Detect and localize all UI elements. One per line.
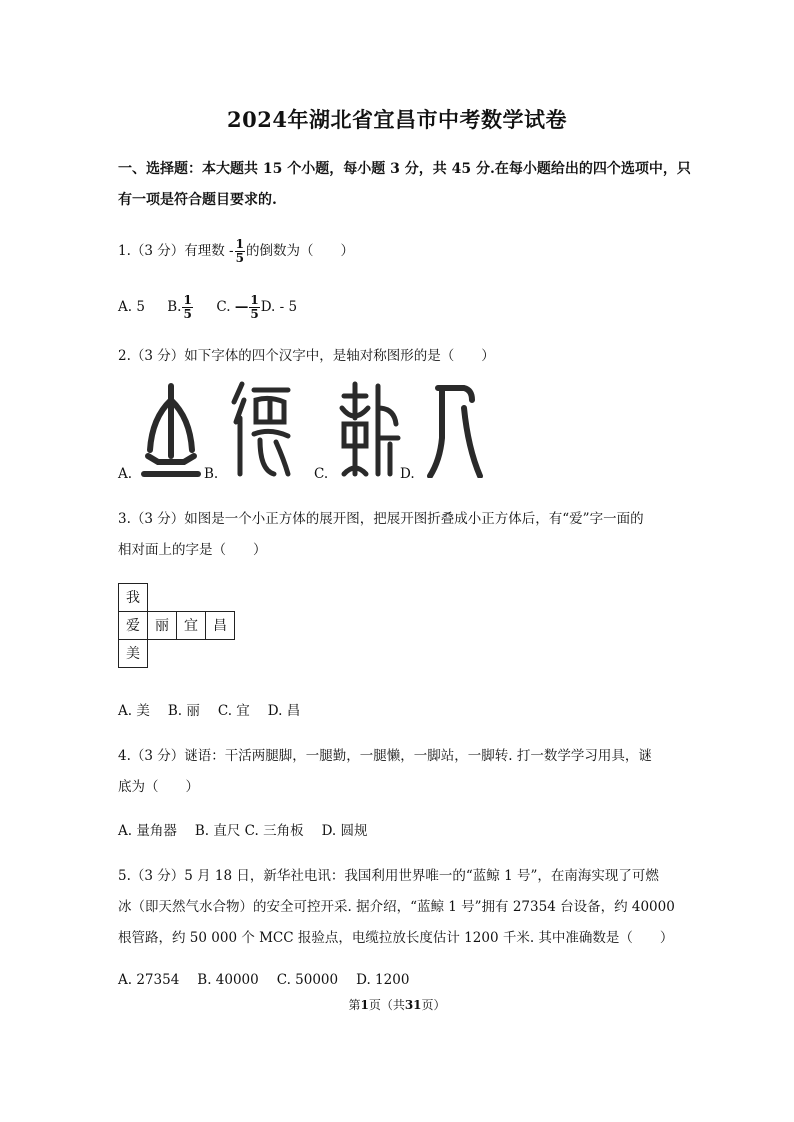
fraction: $\frac{1}{5}$: [250, 293, 259, 321]
seal-script-glyph-b: [230, 378, 292, 478]
page-total: 31: [404, 998, 422, 1012]
option-b: B. 丽: [167, 703, 200, 719]
question-4-options: [118, 819, 688, 839]
option-d: D. - 5: [260, 299, 298, 315]
option-b-label: B.: [204, 466, 219, 482]
option-d: D. 昌: [267, 703, 301, 719]
option-a: A. 5: [118, 299, 145, 315]
seal-script-glyph-d: [424, 378, 484, 478]
section-instruction-line2: 有一项是符合题目要求的.: [118, 192, 277, 208]
question-5-line3: 根管路，约 50 000 个 MCC 报验点，电缆拉放长度估计 1200 千米. 其中准确数是（ ）: [118, 930, 674, 946]
net-cell-row-4: 昌: [205, 611, 235, 640]
option-a: A. 量角器: [118, 823, 177, 839]
option-d: D. 1200: [356, 972, 410, 988]
question-2: 2.（3 分）如下字体的四个汉字中，是轴对称图形的是（ ）: [118, 348, 495, 364]
question-1-prefix: 1.（3 分）有理数 -: [118, 243, 234, 259]
page-footer: 第1页（共31页）: [348, 998, 446, 1012]
option-a-label: A.: [118, 466, 133, 482]
question-1-options: [118, 294, 688, 321]
net-cell-top: 我: [118, 583, 148, 612]
question-4-line2: 底为（ ）: [118, 779, 199, 795]
page-title: 2024年湖北省宜昌市中考数学试卷: [227, 107, 567, 132]
option-d: D. 圆规: [321, 823, 368, 839]
question-3-options: [118, 699, 688, 719]
seal-script-glyph-a: [140, 378, 202, 478]
option-b: B. 40000: [197, 972, 259, 988]
option-b: B. $\frac{1}{5}$: [167, 293, 192, 321]
net-cell-bottom: 美: [118, 639, 148, 668]
net-cell-row-1: 爱: [118, 611, 148, 640]
question-1-suffix: 的倒数为（ ）: [245, 243, 354, 259]
section-instruction-line1: 一、选择题：本大题共 15 个小题，每小题 3 分，共 45 分.在每小题给出的四个选项中，只: [118, 161, 691, 177]
seal-script-glyph-c: [338, 378, 402, 478]
seal-script-options: [118, 378, 498, 483]
option-c: C. — $\frac{1}{5}$: [216, 293, 259, 321]
question-1: [118, 238, 688, 265]
net-cell-row-2: 丽: [147, 611, 177, 640]
question-5-line1: 5.（3 分）5 月 18 日，新华社电讯：我国利用世界唯一的“蓝鲸 1 号”，在南海实现了可燃: [118, 868, 659, 884]
option-a: A. 美: [118, 703, 150, 719]
option-c: C. 50000: [276, 972, 339, 988]
fraction: $\frac{1}{5}$: [183, 293, 192, 321]
net-cell-row-3: 宜: [176, 611, 206, 640]
question-3-line2: 相对面上的字是（ ）: [118, 542, 267, 558]
question-5-options: [118, 972, 688, 988]
question-5-line2: 冰（即天然气水合物）的安全可控开采. 据介绍，“蓝鲸 1 号”拥有 27354 台设备，约 40000: [118, 899, 675, 915]
option-b-c: B. 直尺 C. 三角板: [194, 823, 304, 839]
option-d-label: D.: [400, 466, 415, 482]
page-number: 1: [360, 998, 369, 1012]
option-c-label: C.: [314, 466, 329, 482]
option-a: A. 27354: [118, 972, 180, 988]
option-c: C. 宜: [217, 703, 250, 719]
fraction: $\frac{1}{5}$: [235, 237, 244, 265]
question-3-line1: 3.（3 分）如图是一个小正方体的展开图，把展开图折叠成小正方体后，有“爱”字一面的: [118, 511, 644, 527]
question-4-line1: 4.（3 分）谜语：干活两腿脚，一腿勤，一腿懒，一脚站，一脚转. 打一数学学习用具，谜: [118, 748, 652, 764]
